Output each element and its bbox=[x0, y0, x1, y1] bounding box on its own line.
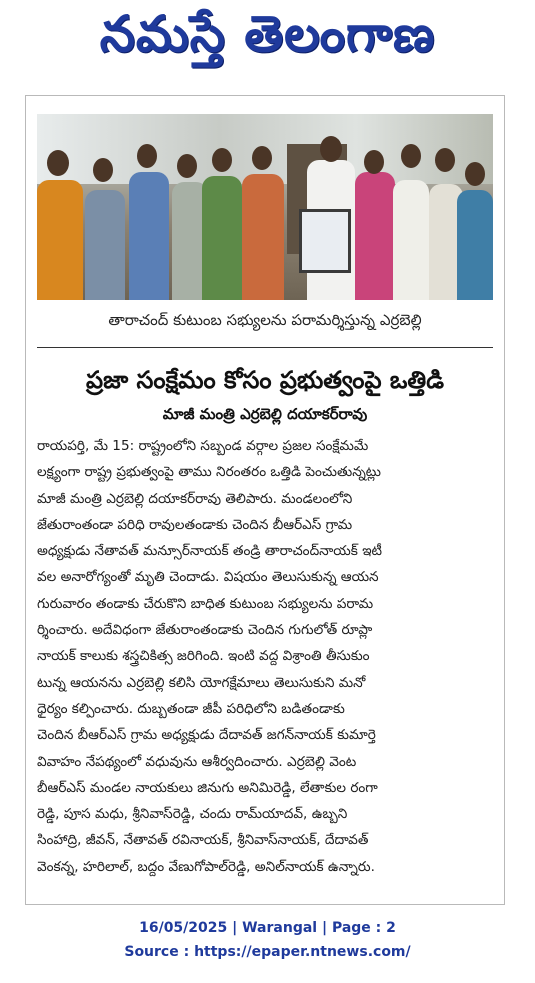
photo-head bbox=[401, 144, 421, 168]
photo-person bbox=[355, 172, 395, 300]
article-line: జేతురాంతండా పరిధి రావులతండాకు చెందిన బీఆర్‌ఎస్ గ్రామ bbox=[37, 516, 353, 533]
article-line: మాజీ మంత్రి ఎర్రబెల్లి దయాకర్‌రావు తెలిపారు. మండలంలోని bbox=[37, 490, 353, 507]
photo-head bbox=[212, 148, 232, 172]
photo-person bbox=[202, 176, 242, 300]
article-line: వెంకన్న, హరిలాల్, బద్దం వేణుగోపాల్‌రెడ్డి, అనిల్‌నాయక్ ఉన్నారు. bbox=[37, 858, 375, 875]
article-line: రెడ్డి, పూస మధు, శ్రీనివాస్‌రెడ్డి, చందు రామ్‌యాదవ్, ఉబ్బని bbox=[37, 806, 348, 823]
photo-head bbox=[93, 158, 113, 182]
article-line: సింహాద్రి, జీవన్, నేతావత్ రవినాయక్, శ్రీనివాస్‌నాయక్, దేదావత్ bbox=[37, 832, 369, 849]
article-headline: ప్రజా సంక్షేమం కోసం ప్రభుత్వంపై ఒత్తిడి bbox=[86, 366, 444, 394]
article-line: చెందిన బీఆర్‌ఎస్ గ్రామ అధ్యక్షుడు దేదావత్ జగన్‌నాయక్ కుమార్తె bbox=[37, 727, 376, 744]
photo-head bbox=[137, 144, 157, 168]
photo-head bbox=[177, 154, 197, 178]
masthead bbox=[0, 0, 535, 80]
article-line: రాయపర్తి, మే 15: రాష్ట్రంలోని సబ్బండ వర్గాల ప్రజల సంక్షేమమే bbox=[37, 438, 369, 454]
photo-head bbox=[465, 162, 485, 186]
article-line: వల అనారోగ్యంతో మృతి చెందాడు. విషయం తెలుసుకున్న ఆయన bbox=[37, 569, 379, 586]
photo-head bbox=[435, 148, 455, 172]
photo-person bbox=[457, 190, 493, 300]
photo-head bbox=[320, 136, 342, 162]
photo-person bbox=[85, 190, 125, 300]
article-body bbox=[37, 433, 495, 880]
photo-person bbox=[242, 174, 284, 300]
article-line: ధైర్యం కల్పించారు. దుబ్బతండా జీపీ పరిధిలోని బడితండాకు bbox=[37, 700, 345, 717]
photo-head bbox=[364, 150, 384, 174]
article-line: బీఆర్‌ఎస్ మండల నాయకులు జినుగు అనిమిరెడ్డి, లేతాకుల రంగా bbox=[37, 779, 378, 796]
photo-head bbox=[47, 150, 69, 176]
article-line: నాయక్ కాలుకు శస్త్రచికిత్స జరిగింది. ఇంటి వద్ద విశ్రాంతి తీసుకుం bbox=[37, 648, 370, 665]
article-subheadline: మాజీ మంత్రి ఎర్రబెల్లి దయాకర్‌రావు bbox=[162, 405, 368, 423]
photo-person bbox=[37, 180, 83, 300]
article-line: టున్న ఆయనను ఎర్రబెల్లి కలిసి యోగక్షేమాలు తెలుసుకుని మనో bbox=[37, 674, 366, 691]
article-line: లక్ష్యంగా రాష్ట్ర ప్రభుత్వంపై తాము నిరంతరం ఒత్తిడి పెంచుతున్నట్లు bbox=[37, 464, 382, 481]
photo-person bbox=[393, 180, 429, 300]
photo-person bbox=[129, 172, 169, 300]
article-line: గురువారం తండాకు చేరుకొని బాధిత కుటుంబ సభ్యులను పరామ bbox=[37, 595, 374, 612]
photo-caption: తారాచంద్ కుటుంబ సభ్యులను పరామర్శిస్తున్న ఎర్రబెల్లి bbox=[108, 311, 422, 329]
footer-source: Source : https://epaper.ntnews.com/ bbox=[124, 944, 411, 960]
article-line: వివాహం నేపథ్యంలో వధువును ఆశీర్వదించారు. ఎర్రబెల్లి వెంట bbox=[37, 753, 357, 770]
divider bbox=[37, 347, 493, 348]
footer-meta: 16/05/2025 | Warangal | Page : 2 bbox=[139, 920, 396, 936]
article-line: ర్శించారు. అదేవిధంగా జేతురాంతండాకు చెందిన గుగులోత్ రూప్లా bbox=[37, 622, 373, 639]
newspaper-logo: నమస్తే తెలంగాణ bbox=[99, 4, 436, 63]
photo-head bbox=[252, 146, 272, 170]
article-line: అధ్యక్షుడు నేతావత్ మన్సూర్‌నాయక్ తండ్రి తారాచంద్‌నాయక్ ఇటీ bbox=[37, 543, 383, 560]
portrait-frame bbox=[299, 209, 351, 273]
news-photo bbox=[37, 114, 493, 300]
